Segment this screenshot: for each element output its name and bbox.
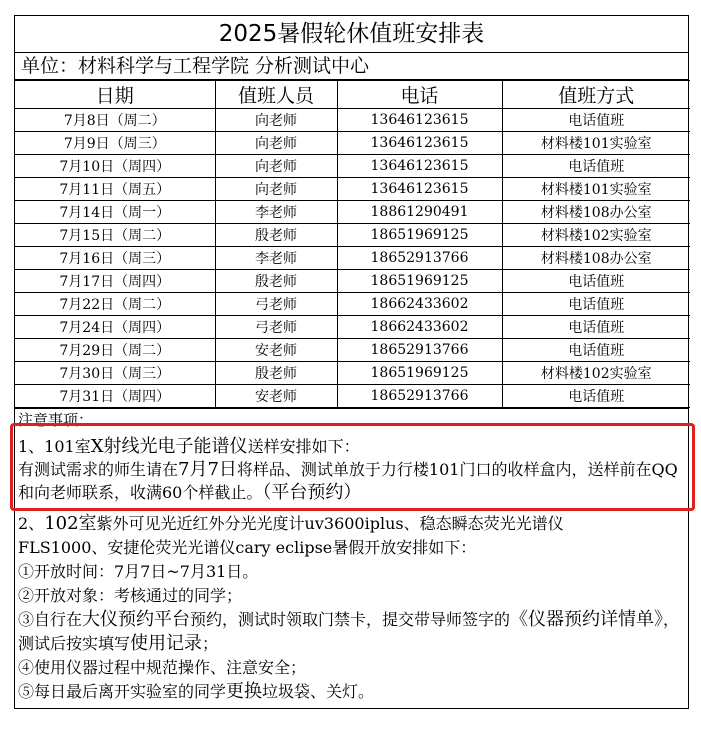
- date-cell: 7月14日（周一）: [15, 201, 215, 224]
- phone-cell: 18662433602: [337, 293, 502, 316]
- note1-line2b: 将样品、测试单放于力行楼101门口的收样盒内，送样前在QQ和向老师联系，收满60个样截止。: [18, 460, 678, 502]
- date-cell: 7月22日（周二）: [15, 293, 215, 316]
- schedule-sheet: [14, 15, 689, 709]
- mode-cell: 材料楼108办公室: [502, 201, 690, 224]
- note2-item5b: 更换: [226, 681, 263, 702]
- date-cell: 7月9日（周三）: [15, 132, 215, 155]
- note2-item1: ①开放时间：7月7日~7月31日。: [18, 562, 259, 581]
- note2-item3g: ；: [202, 634, 219, 653]
- note1-instrument: X射线光电子能谱仪: [90, 436, 248, 457]
- phone-cell: 18652913766: [337, 247, 502, 270]
- highlight-box: [10, 423, 695, 511]
- duty-table: [15, 80, 690, 408]
- staff-cell: 向老师: [215, 109, 337, 132]
- note1-date: 7月7日: [178, 459, 237, 480]
- note1-booking: （平台预约）: [262, 482, 362, 503]
- duty-table-body: [15, 109, 690, 408]
- mode-cell: 材料楼102实验室: [502, 224, 690, 247]
- table-row: [15, 247, 690, 270]
- mode-cell: 电话值班: [502, 155, 690, 178]
- staff-cell: 李老师: [215, 247, 337, 270]
- mode-cell: 电话值班: [502, 109, 690, 132]
- page-title: 2025暑假轮休值班安排表: [15, 16, 688, 53]
- date-cell: 7月11日（周五）: [15, 178, 215, 201]
- header-mode: 值班方式: [502, 81, 690, 109]
- mode-cell: 电话值班: [502, 293, 690, 316]
- note2-item3b: 大仪预约平台: [82, 609, 191, 630]
- note2-item5c: 垃圾袋、关灯。: [262, 682, 375, 701]
- note1-after-instrument: 送样安排如下：: [247, 437, 360, 456]
- note2-item4: ④使用仪器过程中规范操作、注意安全；: [18, 658, 307, 677]
- note2-item2: ②开放对象：考核通过的同学；: [18, 586, 243, 605]
- note2-item5a: ⑤每日最后离开实验室的同学: [18, 682, 227, 701]
- staff-cell: 李老师: [215, 201, 337, 224]
- note2-item3c: 预约，测试时领取门禁卡，提交带导师签字的: [190, 610, 511, 629]
- phone-cell: 18652913766: [337, 339, 502, 362]
- date-cell: 7月15日（周二）: [15, 224, 215, 247]
- phone-cell: 18651969125: [337, 270, 502, 293]
- staff-cell: 安老师: [215, 385, 337, 408]
- table-row: [15, 132, 690, 155]
- note2-line1: 紫外可见光近红外分光光度计uv3600iplus、稳态瞬态荧光光谱仪: [96, 514, 564, 533]
- table-header-row: [15, 81, 690, 109]
- header-date: 日期: [15, 81, 215, 109]
- date-cell: 7月29日（周二）: [15, 339, 215, 362]
- table-row: [15, 293, 690, 316]
- staff-cell: 向老师: [215, 132, 337, 155]
- note1-line2a: 有测试需求的师生请在: [18, 460, 179, 479]
- notes-header: 注意事项：: [15, 408, 688, 431]
- unit-line: 单位：材料科学与工程学院 分析测试中心: [15, 53, 688, 80]
- phone-cell: 13646123615: [337, 132, 502, 155]
- phone-cell: 13646123615: [337, 178, 502, 201]
- note2-prefix: 2、: [18, 514, 45, 533]
- date-cell: 7月30日（周三）: [15, 362, 215, 385]
- staff-cell: 殷老师: [215, 270, 337, 293]
- table-row: [15, 316, 690, 339]
- mode-cell: 电话值班: [502, 270, 690, 293]
- note2-item3e: ，测试后按实填写: [18, 610, 680, 653]
- mode-cell: 电话值班: [502, 339, 690, 362]
- phone-cell: 18861290491: [337, 201, 502, 224]
- mode-cell: 材料楼108办公室: [502, 247, 690, 270]
- mode-cell: 材料楼101实验室: [502, 132, 690, 155]
- phone-cell: 18662433602: [337, 316, 502, 339]
- staff-cell: 殷老师: [215, 224, 337, 247]
- table-row: [15, 224, 690, 247]
- table-row: [15, 385, 690, 408]
- staff-cell: 弓老师: [215, 293, 337, 316]
- table-row: [15, 339, 690, 362]
- mode-cell: 电话值班: [502, 316, 690, 339]
- date-cell: 7月17日（周四）: [15, 270, 215, 293]
- table-row: [15, 109, 690, 132]
- date-cell: 7月8日（周二）: [15, 109, 215, 132]
- mode-cell: 电话值班: [502, 385, 690, 408]
- staff-cell: 弓老师: [215, 316, 337, 339]
- header-phone: 电话: [337, 81, 502, 109]
- note2-line2: FLS1000、安捷伦荧光光谱仪cary eclipse暑假开放安排如下：: [18, 538, 477, 557]
- note1-prefix: 1、101室: [18, 437, 91, 456]
- table-row: [15, 155, 690, 178]
- staff-cell: 向老师: [215, 155, 337, 178]
- note2-item3: [18, 608, 685, 656]
- table-row: [15, 270, 690, 293]
- note2-item3d: 《仪器预约详情单》: [510, 609, 664, 630]
- mode-cell: 材料楼101实验室: [502, 178, 690, 201]
- phone-cell: 18651969125: [337, 224, 502, 247]
- date-cell: 7月31日（周四）: [15, 385, 215, 408]
- date-cell: 7月10日（周四）: [15, 155, 215, 178]
- table-row: [15, 201, 690, 224]
- phone-cell: 18651969125: [337, 362, 502, 385]
- phone-cell: 13646123615: [337, 155, 502, 178]
- mode-cell: 材料楼102实验室: [502, 362, 690, 385]
- date-cell: 7月24日（周四）: [15, 316, 215, 339]
- phone-cell: 13646123615: [337, 109, 502, 132]
- date-cell: 7月16日（周三）: [15, 247, 215, 270]
- staff-cell: 向老师: [215, 178, 337, 201]
- staff-cell: 殷老师: [215, 362, 337, 385]
- staff-cell: 安老师: [215, 339, 337, 362]
- note-2: [15, 510, 688, 708]
- table-row: [15, 362, 690, 385]
- note2-item3f: 使用记录: [130, 633, 203, 654]
- table-row: [15, 178, 690, 201]
- note2-room: 102室: [44, 513, 97, 534]
- header-staff: 值班人员: [215, 81, 337, 109]
- note2-item3a: ③自行在: [18, 610, 83, 629]
- phone-cell: 18652913766: [337, 385, 502, 408]
